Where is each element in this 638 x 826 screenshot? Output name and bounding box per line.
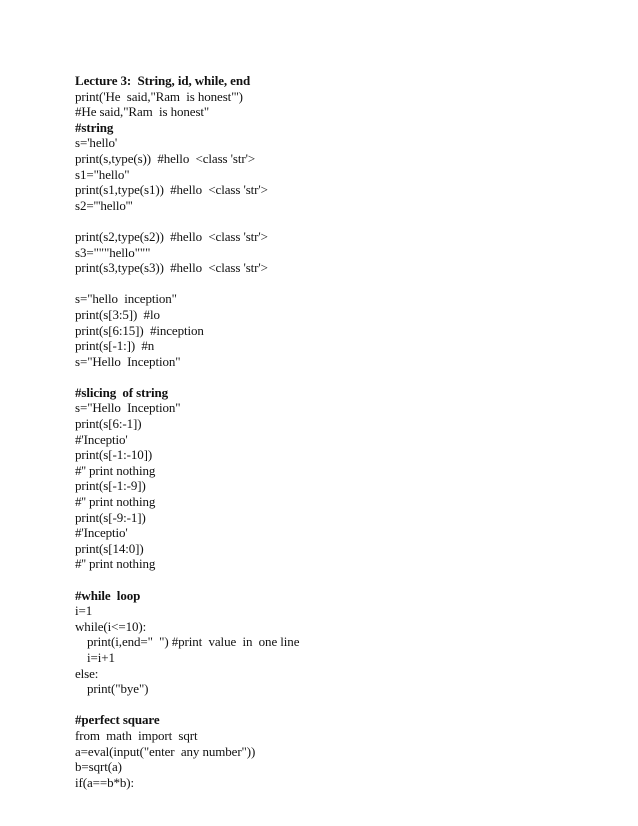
code-line: print(s[6:-1])	[75, 416, 142, 432]
section-heading: #string	[75, 119, 114, 135]
code-line: if(a==b*b):	[75, 774, 135, 790]
blank-line	[75, 276, 595, 292]
code-line: print(s,type(s)) #hello <class 'str'>	[75, 150, 256, 166]
code-line: while(i<=10):	[75, 618, 147, 634]
code-line: print(s[-9:-1])	[75, 509, 146, 525]
code-line: i=i+1	[87, 649, 115, 665]
code-line: print("bye")	[87, 681, 149, 697]
code-line: s1="hello"	[75, 166, 130, 182]
code-line: #'' print nothing	[75, 494, 156, 510]
section-heading: #perfect square	[75, 712, 160, 728]
code-line: print(s2,type(s2)) #hello <class 'str'>	[75, 228, 268, 244]
code-line: #'Inceptio'	[75, 431, 128, 447]
code-line: s="hello inception"	[75, 291, 177, 307]
code-line: #'Inceptio'	[75, 525, 128, 541]
code-line: i=1	[75, 603, 93, 619]
code-line: s='hello'	[75, 135, 118, 151]
blank-line	[75, 572, 595, 588]
code-line: s="Hello Inception"	[75, 400, 181, 416]
code-line: s2='''hello'''	[75, 197, 133, 213]
section-heading: #slicing of string	[75, 384, 169, 400]
code-line: #'' print nothing	[75, 462, 156, 478]
code-line: print('He said,"Ram is honest"')	[75, 88, 243, 104]
code-line: print(s[-1:-9])	[75, 478, 146, 494]
code-line: print(s[3:5]) #lo	[75, 306, 160, 322]
code-line: print(s[6:15]) #inception	[75, 322, 204, 338]
code-line: s3="""hello"""	[75, 244, 151, 260]
code-line: print(s[-1:]) #n	[75, 338, 155, 354]
code-line: print(i,end=" ") #print value in one line	[87, 634, 300, 650]
code-line: b=sqrt(a)	[75, 759, 122, 775]
section-heading: Lecture 3: String, id, while, end	[75, 73, 251, 88]
blank-line	[75, 369, 595, 385]
code-line: print(s[-1:-10])	[75, 447, 153, 463]
code-line: a=eval(input("enter any number"))	[75, 743, 256, 759]
code-line: print(s3,type(s3)) #hello <class 'str'>	[75, 260, 268, 276]
blank-line	[75, 213, 595, 229]
code-line: s="Hello Inception"	[75, 353, 181, 369]
code-line: print(s[14:0])	[75, 540, 144, 556]
code-line: else:	[75, 665, 99, 681]
code-line: print(s1,type(s1)) #hello <class 'str'>	[75, 182, 268, 198]
code-line: #'' print nothing	[75, 556, 156, 572]
document-page	[75, 73, 595, 790]
section-heading: #while loop	[75, 587, 141, 603]
code-line: from math import sqrt	[75, 727, 198, 743]
blank-line	[75, 697, 595, 713]
code-line: #He said,"Ram is honest"	[75, 104, 210, 120]
